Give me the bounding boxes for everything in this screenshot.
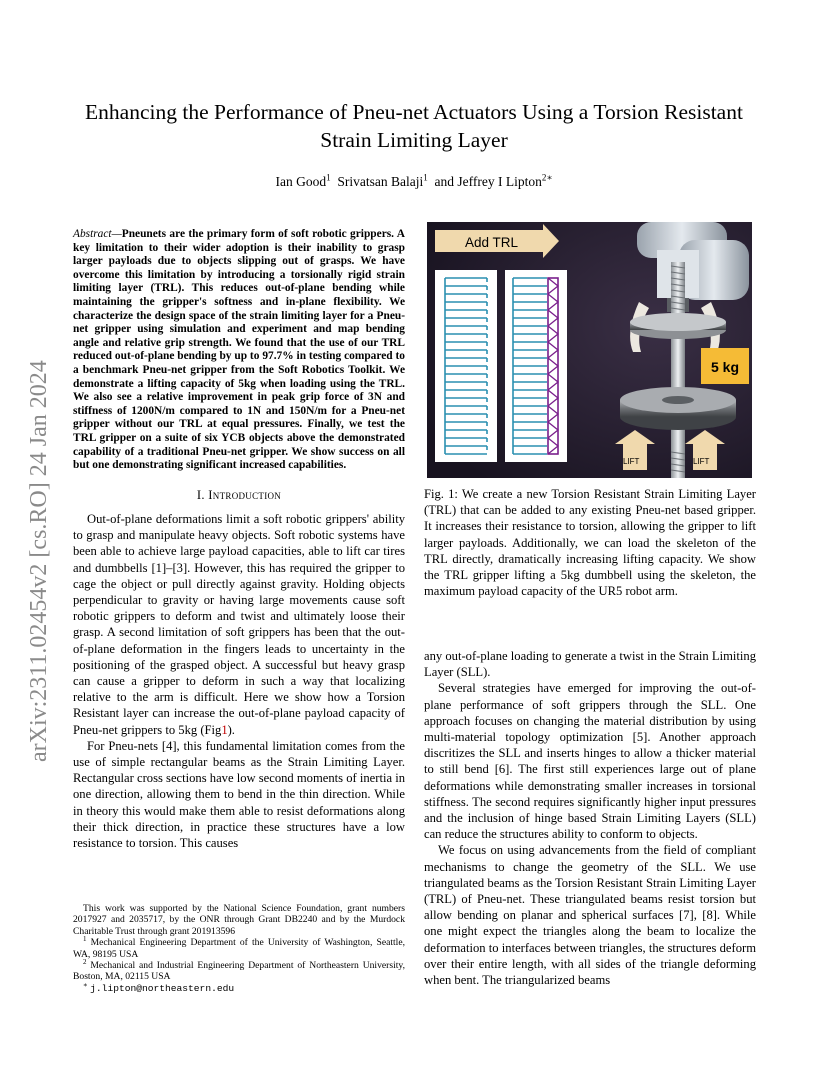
figure-1-photo [427, 222, 752, 478]
intro-p1-text: Out-of-plane deformations limit a soft robotic grippers' ability to grasp and manipulate heavy objects. Soft robotic systems have been able to achieve large payload capacities, able to lift car tires and dumbbells [1]–[3]. However, this has required the gripper to cage the object or pull directly against gravity. Holding objects perpendicular to gravity or having large movements cause soft robotic grippers to deform and twist and ultimately loose their grasp. A second limitation of soft grippers has been that the out-of-plane deformation in the fingers leads to uncertainty in the positioning of the grasped object. A successful but heavy grasp can cause a gripper to deform in such a way that localizing relative to the arm is difficult. Here we show how a Torsion Resistant layer can increase the out-of-plane payload capacity of Pneu-net grippers to 5kg (Fig [73, 511, 405, 737]
footnote-email [73, 980, 405, 994]
author-2-affil: 1 [423, 172, 428, 183]
left-column [73, 228, 405, 851]
title-line-2: Strain Limiting Layer [320, 128, 508, 152]
author-3: Jeffrey I Lipton [457, 174, 542, 189]
pneunet-skeleton-left [435, 270, 497, 462]
footnote-affil-1-text: Mechanical Engineering Department of the University of Washington, Seattle, WA, 98195 USA [73, 937, 405, 960]
arxiv-stamp [10, 290, 60, 770]
lift-right-label: LIFT [693, 457, 710, 466]
author-1-affil: 1 [326, 172, 331, 183]
right-paragraph-3: We focus on using advancements from the field of compliant mechanisms to change the geometry of the SLL. We use triangulated beams as the Torsion Resistant Strain Limiting Layer (TRL) of Pneu-net. These triangulated beams resist torsion but allow bending on planar and spherical surfaces [7], [8]. While one might expect the triangles along the beam to localize the deformation to interfaces between triangles, the structures deform over their entire length, with all sides of the triangle deforming when bent. The triangularized beams [424, 843, 756, 988]
weight-label [701, 348, 749, 384]
paper-title [50, 98, 778, 154]
abstract-text: Pneunets are the primary form of soft robotic grippers. A key limitation to their wider adoption is their inability to grasp larger payloads due to objects slipping out of grasps. We have overcome this limitation by introducing a torsionally rigid strain limiting layer (TRL). This reduces out-of-plane bending while maintaining the gripper's softness and in-plane flexibility. We characterize the design space of the strain limiting layer for a Pneu-net gripper using simulation and experiment and map bending angle and relative grip strength. We found that the use of our TRL reduced out-of-plane bending by up to 97.7% in testing compared to a benchmark Pneu-net gripper from the Soft Robotics Toolkit. We demonstrate a lifting capacity of 5kg when loading using the TRL. We also see a relative improvement in peak grip force of 3N and stiffness of 1200N/m compared to 1N and 150N/m for a Pneu-net gripper without our TRL at equal pressures. Finally, we test the TRL gripper on a suite of six YCB objects above the demonstrated capability of a traditional Pneu-net gripper. We show success on all but one demonstrating significant increased capabilities. [73, 228, 405, 472]
figure-1-caption: Fig. 1: We create a new Torsion Resistant Strain Limiting Layer (TRL) that can be added to any existing Pneu-net based gripper. It increases their resistance to torsion, allowing the gripper to lift larger payloads. Additionally, we can load the skeleton of the TRL directly, dramatically increasing lifting capacity. We show the TRL gripper lifting a 5kg dumbbell using the skeleton, the maximum payload capacity of the UR5 robot arm. [424, 487, 756, 599]
author-3-affil: 2∗ [541, 172, 553, 183]
right-column [424, 648, 756, 988]
footnote-affil-2-text: Mechanical and Industrial Engineering Department of Northeastern University, Boston, MA, 02115 USA [73, 960, 405, 983]
arxiv-stamp-text: arXiv:2311.02454v2 [cs.RO] 24 Jan 2024 [26, 360, 52, 762]
author-1: Ian Good [275, 174, 327, 189]
author-and: and [434, 174, 454, 189]
section-heading-introduction [73, 487, 405, 503]
footnote-affil-2-mark: 2 [83, 957, 87, 966]
add-trl-label: Add TRL [465, 235, 519, 250]
right-paragraph-2: Several strategies have emerged for improving the out-of-plane performance of soft grippers through the SLL. One approach focuses on changing the material distribution by using multi-material topology optimization [5]. Another approach discritizes the SLL and inserts hinges to allow a thicker material to still bend [6]. The first still experiences large out of plane deformations while demonstrating smaller increases in torsional stiffness. The second requires significantly higher input pressures and the inclusion of hinge based Strain Limiting Layers (SLL) can reduce the structures ability to conform to objects. [424, 681, 756, 842]
author-list [50, 174, 778, 190]
footnote-affil-1-mark: 1 [83, 935, 87, 944]
figure-reference-link[interactable]: 1 [221, 722, 228, 737]
intro-paragraph-2: For Pneu-nets [4], this fundamental limitation comes from the use of simple rectangular beams as the Strain Limiting Layer. Rectangular cross sections have low second moments of inertia in one direction, allowing them to bend in the thin direction. While in theory this would make them able to resist deformations along their thick direction, in practice these structures have a low resistance to torsion. This causes [73, 738, 405, 850]
pneunet-skeleton-trl [505, 270, 567, 462]
weight-label-text: 5 kg [711, 359, 740, 375]
intro-paragraph-1 [73, 511, 405, 738]
abstract [73, 228, 405, 473]
section-number: I. [196, 487, 205, 502]
footnote-affil-2 [73, 957, 405, 983]
author-2: Srivatsan Balaji [337, 174, 424, 189]
footnote-funding: This work was supported by the National Science Foundation, grant numbers 2017927 and 2035717, by the ONR through Grant DB2240 and by the Murdock Charitable Trust through grant 201913596 [73, 903, 405, 937]
abstract-lead: Abstract— [73, 228, 122, 240]
footnote-affil-1 [73, 937, 405, 960]
right-paragraph-1: any out-of-plane loading to generate a twist in the Strain Limiting Layer (SLL). [424, 649, 756, 680]
footnotes [73, 903, 405, 994]
title-line-1: Enhancing the Performance of Pneu-net Actuators Using a Torsion Resistant [85, 100, 743, 124]
section-title: Introduction [208, 487, 282, 502]
footnote-email-mark: ∗ [83, 980, 88, 989]
figure-1-illustration [427, 222, 752, 478]
lift-left-label: LIFT [623, 457, 640, 466]
intro-p1-end: ). [227, 722, 235, 737]
footnote-email-text[interactable]: j.lipton@northeastern.edu [90, 982, 235, 994]
